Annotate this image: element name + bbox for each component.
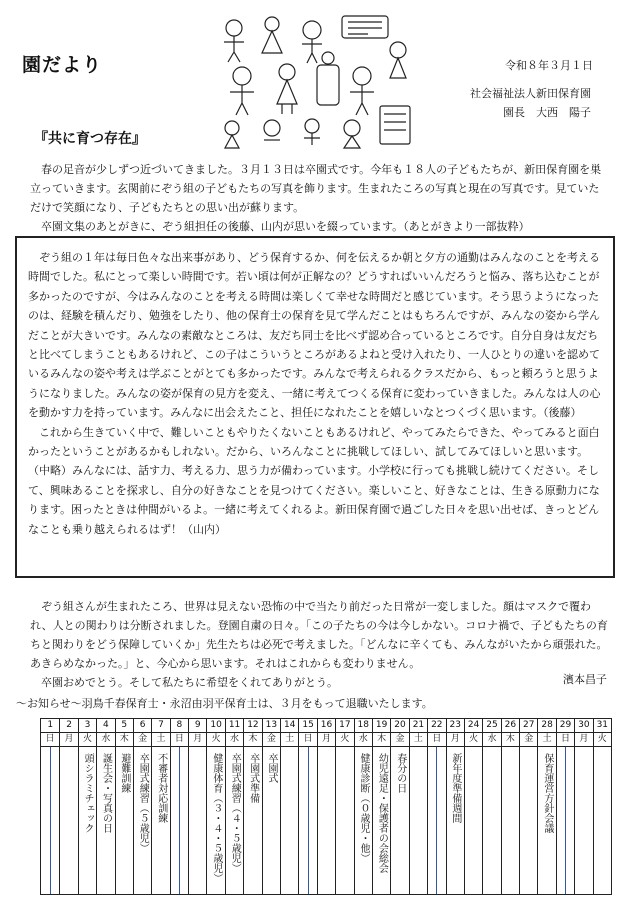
calendar-event: 頭シラミチェック	[82, 753, 94, 833]
calendar-day-column	[96, 719, 114, 894]
calendar-day-number: 24	[465, 719, 482, 733]
calendar-weekday: 土	[281, 733, 298, 747]
organization-name: 社会福祉法人新田保育園	[470, 87, 591, 100]
calendar-day-column	[262, 719, 280, 894]
intro-text	[30, 160, 610, 236]
calendar-day-column	[501, 719, 519, 894]
calendar-day-column	[243, 719, 261, 894]
calendar-day-number: 4	[97, 719, 114, 733]
calendar-day-column	[225, 719, 243, 894]
calendar-day-column	[354, 719, 372, 894]
calendar-weekday: 土	[410, 733, 427, 747]
calendar-day-column	[574, 719, 592, 894]
calendar-day-column	[133, 719, 151, 894]
calendar-weekday: 火	[79, 733, 96, 747]
calendar-day-number: 11	[226, 719, 243, 733]
calendar-day-number: 12	[244, 719, 261, 733]
calendar-sunday-line	[565, 747, 566, 894]
calendar-day-number: 6	[134, 719, 151, 733]
intro-paragraph: 春の足音が少しずつ近づいてきました。３月１３日は卒園式です。今年も１８人の子どもたちが、新田保育園を巣立っていきます。玄関前にぞう組の子どもたちの写真を飾ります。生まれたころの写真と現在の写真です。見ていただけで笑顔になり、子どもたちとの思い出が蘇ります。	[30, 163, 602, 214]
calendar-weekday: 木	[244, 733, 261, 747]
calendar-day-column	[537, 719, 555, 894]
calendar-weekday: 日	[41, 733, 59, 747]
calendar-event: 健康体育（３・４・５歳児）	[210, 753, 222, 883]
calendar-event: 幼児遠足・保護者の会総会	[376, 753, 388, 873]
calendar-day-number: 13	[263, 719, 280, 733]
calendar-event: 卒園式練習（４・５歳児）	[229, 753, 241, 873]
calendar-weekday: 日	[299, 733, 316, 747]
calendar-day-column	[78, 719, 96, 894]
calendar-day-number: 3	[79, 719, 96, 733]
calendar-weekday: 月	[447, 733, 464, 747]
calendar-weekday: 火	[336, 733, 353, 747]
calendar-event: 健康診断（０歳児・他）	[357, 753, 369, 863]
calendar-day-number: 29	[557, 719, 574, 733]
calendar-weekday: 木	[502, 733, 519, 747]
calendar-day-column	[206, 719, 224, 894]
page-title: 園だより	[22, 54, 103, 76]
calendar-day-column	[409, 719, 427, 894]
calendar-weekday: 月	[189, 733, 206, 747]
calendar-weekday: 火	[594, 733, 611, 747]
calendar-event: 不審者対応訓練	[155, 753, 167, 823]
calendar-day-number: 26	[502, 719, 519, 733]
calendar-day-number: 22	[428, 719, 445, 733]
calendar-day-number: 5	[116, 719, 133, 733]
calendar-day-column	[519, 719, 537, 894]
calendar-weekday: 日	[428, 733, 445, 747]
issue-date: 令和８年３月１日	[505, 59, 593, 72]
calendar-event: 新年度準備週間	[449, 753, 461, 823]
calendar-day-column	[115, 719, 133, 894]
calendar-day-number: 14	[281, 719, 298, 733]
calendar-day-number: 10	[207, 719, 224, 733]
quote-paragraph: これから生きていく中で、難しいこともやりたくないこともあるけれど、やってみたらできた、やってみると面白かったということがあるかもしれない。だから、いろんなことに挑戦してほしい、試してみてほしいと思います。（中略）みんなには、話す力、考える力、思う力が備わっています。小学校に行っても挑戦し続けてください。そして、興味あることを探求し、自分の好きなことを見つけてください。楽しいこと、好きなことは、生きる原動力になります。困ったときは仲間がいるよ。一緒に考えてくれるよ。新田保育園で過ごした日々を思い出せば、きっとどんなことも乗り越えられるはず！（山内）	[28, 425, 600, 536]
signature-name: 濱本昌子	[563, 673, 607, 686]
calendar-weekday: 水	[226, 733, 243, 747]
calendar-day-number: 21	[410, 719, 427, 733]
outro-text	[30, 597, 610, 692]
calendar-weekday: 水	[97, 733, 114, 747]
intro-paragraph: 卒園文集のあとがきに、ぞう組担任の後藤、山内が思いを綴っています。（あとがきより一部抜粋）	[41, 220, 530, 233]
quote-paragraph: ぞう組の１年は毎日色々な出来事があり、どう保育するか、何を伝えるか朝と夕方の通勤はみんなのことを考える時間でした。私にとって楽しい時間です。若い頃は何が正解なの？どうすればいいんだろうと悩み、落ち込むことが多かったのですが、今はみんなのことを考える時間は楽しくて幸せな時間だと感じています。そう思うようになったのは、経験を積んだり、勉強をしたり、他の保育士の保育を見て学んだことはもちろんですが、みんなの姿から学んだことが大きいです。みんなの素敵なところは、友だち同士を比べず認め合っているところです。自分自身は友だちと比べてしまうこともあるけれど、この子はこういうところがあるよねと受け入れたり、一人ひとりの違いを認めているみんなの姿や考えは学ぶことがとても多かったです。みんなで考えられるクラスだから、もっと頼ろうと思うようになりました。みんなの姿が保育の見方を変え、一緒に考えてつくる保育に変わっていきました。みんなは人の心を動かす力を持っています。みんなに出会えたこと、担任になれたことを嬉しいなとつくづく思います。（後藤）	[28, 251, 601, 420]
calendar-weekday: 火	[207, 733, 224, 747]
calendar-day-column	[59, 719, 77, 894]
calendar-weekday: 日	[557, 733, 574, 747]
calendar-event: 避難訓練	[118, 753, 130, 793]
calendar-day-column	[372, 719, 390, 894]
calendar-event: 卒園式練習（５歳児）	[137, 753, 149, 853]
calendar-day-number: 20	[391, 719, 408, 733]
outro-paragraph: ぞう組さんが生まれたころ、世界は見えない恐怖の中で当たり前だった日常が一変しました。顔はマスクで覆われ、人との関わりは分断されました。登園自粛の日々。「この子たちの今は今しかない。コロナ禍で、子どもたちの育ちと関わりをどう保障していくか」先生たちは必死で考えました。「どんなに辛くても、みんながいたから頑張れた。あきらめなかった。」と、今心から思います。それはこれからも変わりません。	[30, 600, 608, 670]
principal-name: 園長 大西 陽子	[503, 106, 591, 119]
calendar-event: 誕生会・写真の日	[100, 753, 112, 833]
calendar-sunday-line	[436, 747, 437, 894]
calendar-day-column	[593, 719, 611, 894]
calendar-day-column	[390, 719, 408, 894]
calendar-day-number: 28	[538, 719, 555, 733]
outro-paragraph: 卒園おめでとう。そして私たちに希望をくれてありがとう。	[41, 676, 338, 689]
afterword-quote-box	[15, 236, 615, 578]
calendar-weekday: 金	[134, 733, 151, 747]
calendar-day-number: 25	[483, 719, 500, 733]
notice-text: ～お知らせ～羽鳥千春保育士・永沼由羽平保育士は、３月をもって退職いたします。	[16, 697, 433, 710]
calendar-day-number: 30	[575, 719, 592, 733]
calendar-event: 春分の日	[394, 753, 406, 793]
calendar-weekday: 水	[483, 733, 500, 747]
calendar-day-number: 15	[299, 719, 316, 733]
calendar-day-number: 7	[152, 719, 169, 733]
calendar-day-number: 18	[355, 719, 372, 733]
calendar-event: 卒園式	[266, 753, 278, 783]
calendar-day-number: 31	[594, 719, 611, 733]
calendar-event: 保育運営方針会議	[541, 753, 553, 833]
calendar-day-number: 9	[189, 719, 206, 733]
calendar-day-column	[482, 719, 500, 894]
calendar-weekday: 金	[391, 733, 408, 747]
calendar-day-column	[446, 719, 464, 894]
calendar-day-number: 27	[520, 719, 537, 733]
calendar-day-column	[335, 719, 353, 894]
calendar-weekday: 土	[538, 733, 555, 747]
calendar-sunday-line	[179, 747, 180, 894]
calendar-sunday-line	[308, 747, 309, 894]
calendar-weekday: 月	[318, 733, 335, 747]
calendar-weekday: 水	[355, 733, 372, 747]
calendar-day-number: 2	[60, 719, 77, 733]
section-heading: 『共に育つ存在』	[34, 131, 146, 147]
calendar-day-column	[188, 719, 206, 894]
calendar-weekday: 金	[263, 733, 280, 747]
calendar-day-number: 17	[336, 719, 353, 733]
calendar-day-number: 8	[171, 719, 188, 733]
event-calendar	[40, 718, 612, 895]
calendar-weekday: 木	[116, 733, 133, 747]
calendar-weekday: 木	[373, 733, 390, 747]
calendar-day-number: 16	[318, 719, 335, 733]
calendar-day-column	[151, 719, 169, 894]
calendar-day-number: 23	[447, 719, 464, 733]
calendar-day-number: 19	[373, 719, 390, 733]
calendar-weekday: 月	[60, 733, 77, 747]
calendar-weekday: 火	[465, 733, 482, 747]
calendar-weekday: 金	[520, 733, 537, 747]
calendar-event: 卒園式準備	[247, 753, 259, 803]
calendar-day-column	[280, 719, 298, 894]
calendar-weekday: 月	[575, 733, 592, 747]
calendar-weekday: 日	[171, 733, 188, 747]
calendar-day-number: 1	[41, 719, 59, 733]
calendar-day-column	[464, 719, 482, 894]
calendar-weekday: 土	[152, 733, 169, 747]
children-drawing-illustration	[212, 10, 416, 150]
calendar-day-column	[317, 719, 335, 894]
calendar-sunday-line	[50, 747, 51, 894]
